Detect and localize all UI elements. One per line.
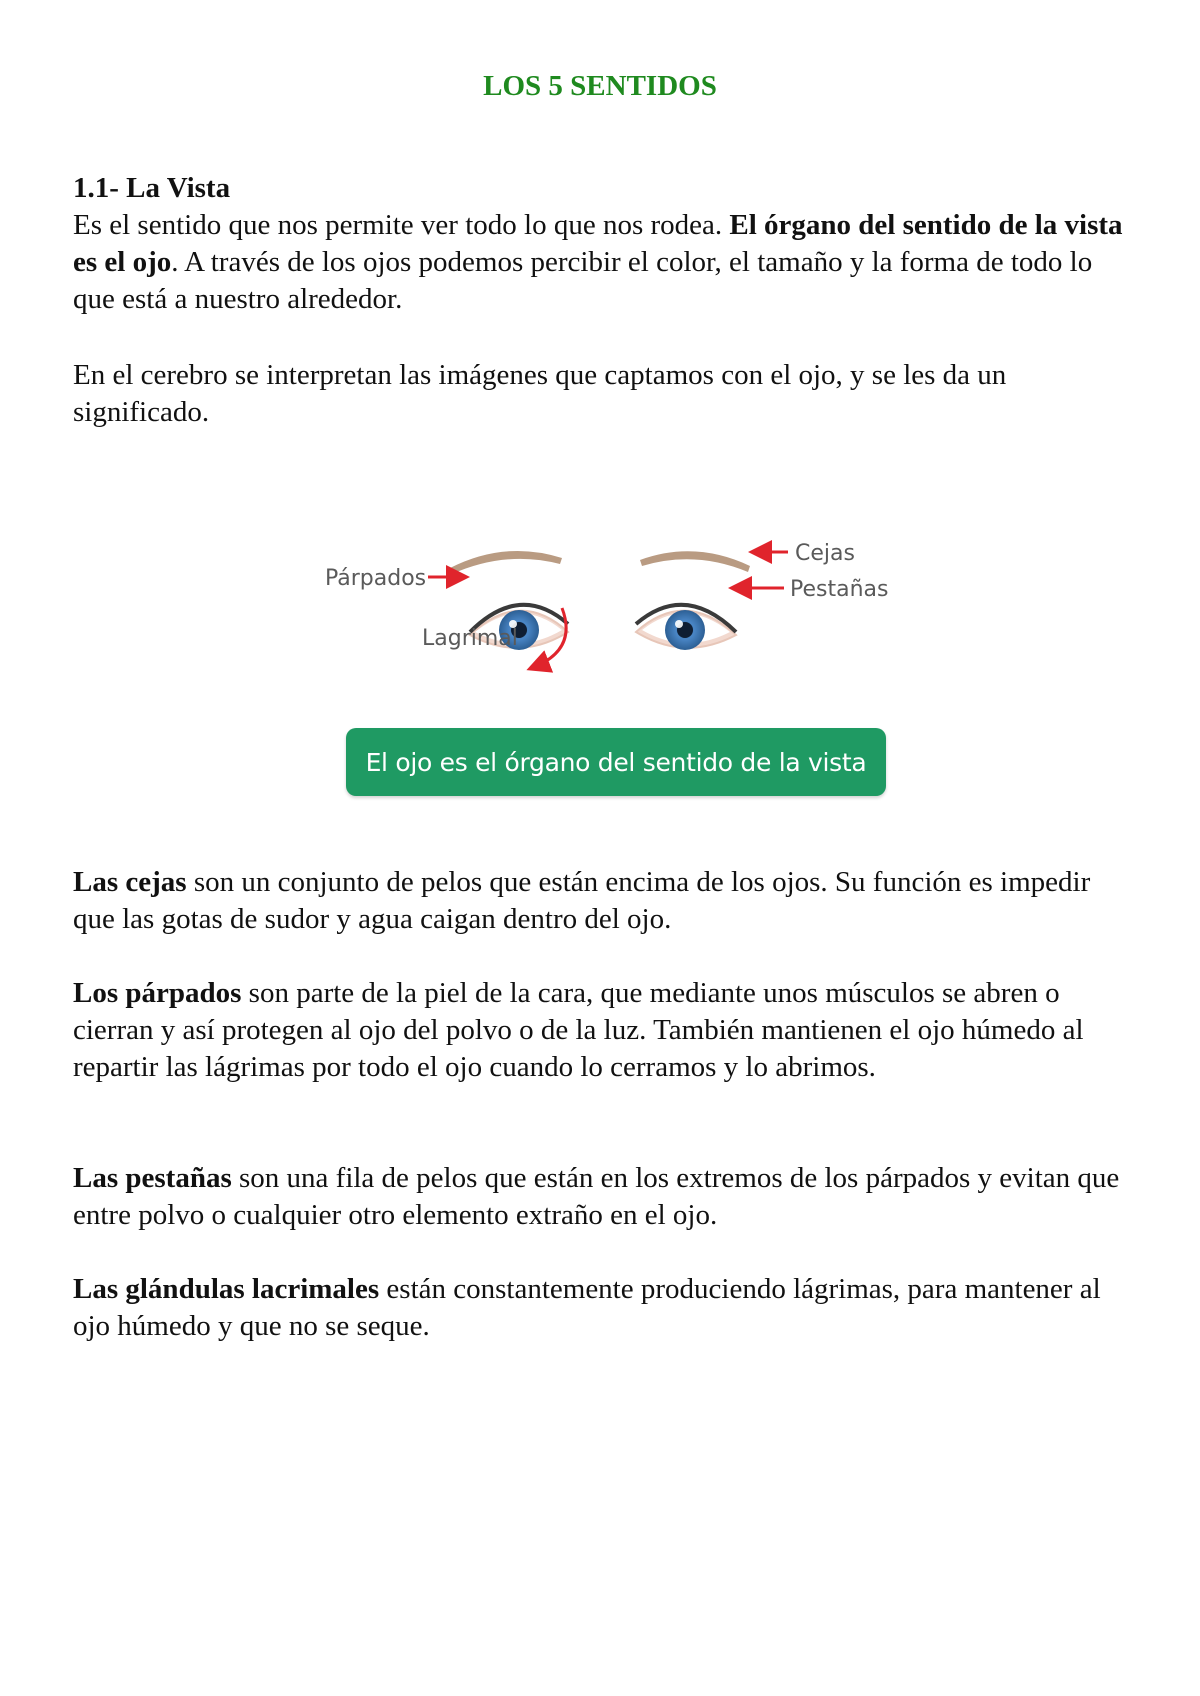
- intro-text-a: Es el sentido que nos permite ver todo lo que nos rodea.: [73, 209, 730, 241]
- definition-glandulas: [73, 1271, 1133, 1345]
- section-heading: 1.1- La Vista: [73, 172, 231, 204]
- definition-term: Las glándulas lacrimales: [73, 1273, 380, 1305]
- intro-text-b: . A través de los ojos podemos percibir el color, el tamaño y la forma de todo lo que está a nuestro alrededor.: [73, 246, 1093, 315]
- label-cejas: Cejas: [795, 541, 855, 566]
- definition-parpados: [73, 975, 1133, 1086]
- definition-term: Los párpados: [73, 977, 242, 1009]
- brain-paragraph: En el cerebro se interpretan las imágenes que captamos con el ojo, y se les da un significado.: [73, 359, 1007, 428]
- left-eyebrow-icon: [450, 551, 562, 574]
- definition-pestanas: [73, 1160, 1133, 1234]
- label-lagrimal: Lagrimal: [422, 626, 518, 651]
- caption-banner-text: El ojo es el órgano del sentido de la vista: [365, 747, 867, 777]
- definition-term: Las pestañas: [73, 1162, 232, 1194]
- intro-text-bold: El órgano del sentido de la vista es el ojo: [73, 209, 1123, 278]
- page-title: LOS 5 SENTIDOS: [483, 70, 717, 102]
- intro-paragraph: [73, 170, 1133, 318]
- definition-text: son una fila de pelos que están en los extremos de los párpados y evitan que entre polvo o cualquier otro elemento extraño en el ojo.: [73, 1162, 1120, 1231]
- definition-text: son parte de la piel de la cara, que mediante unos músculos se abren o cierran y así protegen al ojo del polvo o de la luz. También mantienen el ojo húmedo al repartir las lágrimas por todo el ojo cuando lo cerramos y lo abrimos.: [73, 977, 1084, 1083]
- definition-cejas: [73, 864, 1133, 938]
- definition-text: son un conjunto de pelos que están encima de los ojos. Su función es impedir que las gotas de sudor y agua caigan dentro del ojo.: [73, 866, 1091, 935]
- definition-text: están constantemente produciendo lágrimas, para mantener al ojo húmedo y que no se seque.: [73, 1273, 1101, 1342]
- caption-banner: [346, 728, 886, 796]
- label-parpados: Párpados: [325, 566, 427, 591]
- definition-term: Las cejas: [73, 866, 187, 898]
- right-eyebrow-icon: [640, 551, 750, 572]
- right-eye-icon: [636, 551, 750, 650]
- label-pestanas: Pestañas: [790, 577, 889, 602]
